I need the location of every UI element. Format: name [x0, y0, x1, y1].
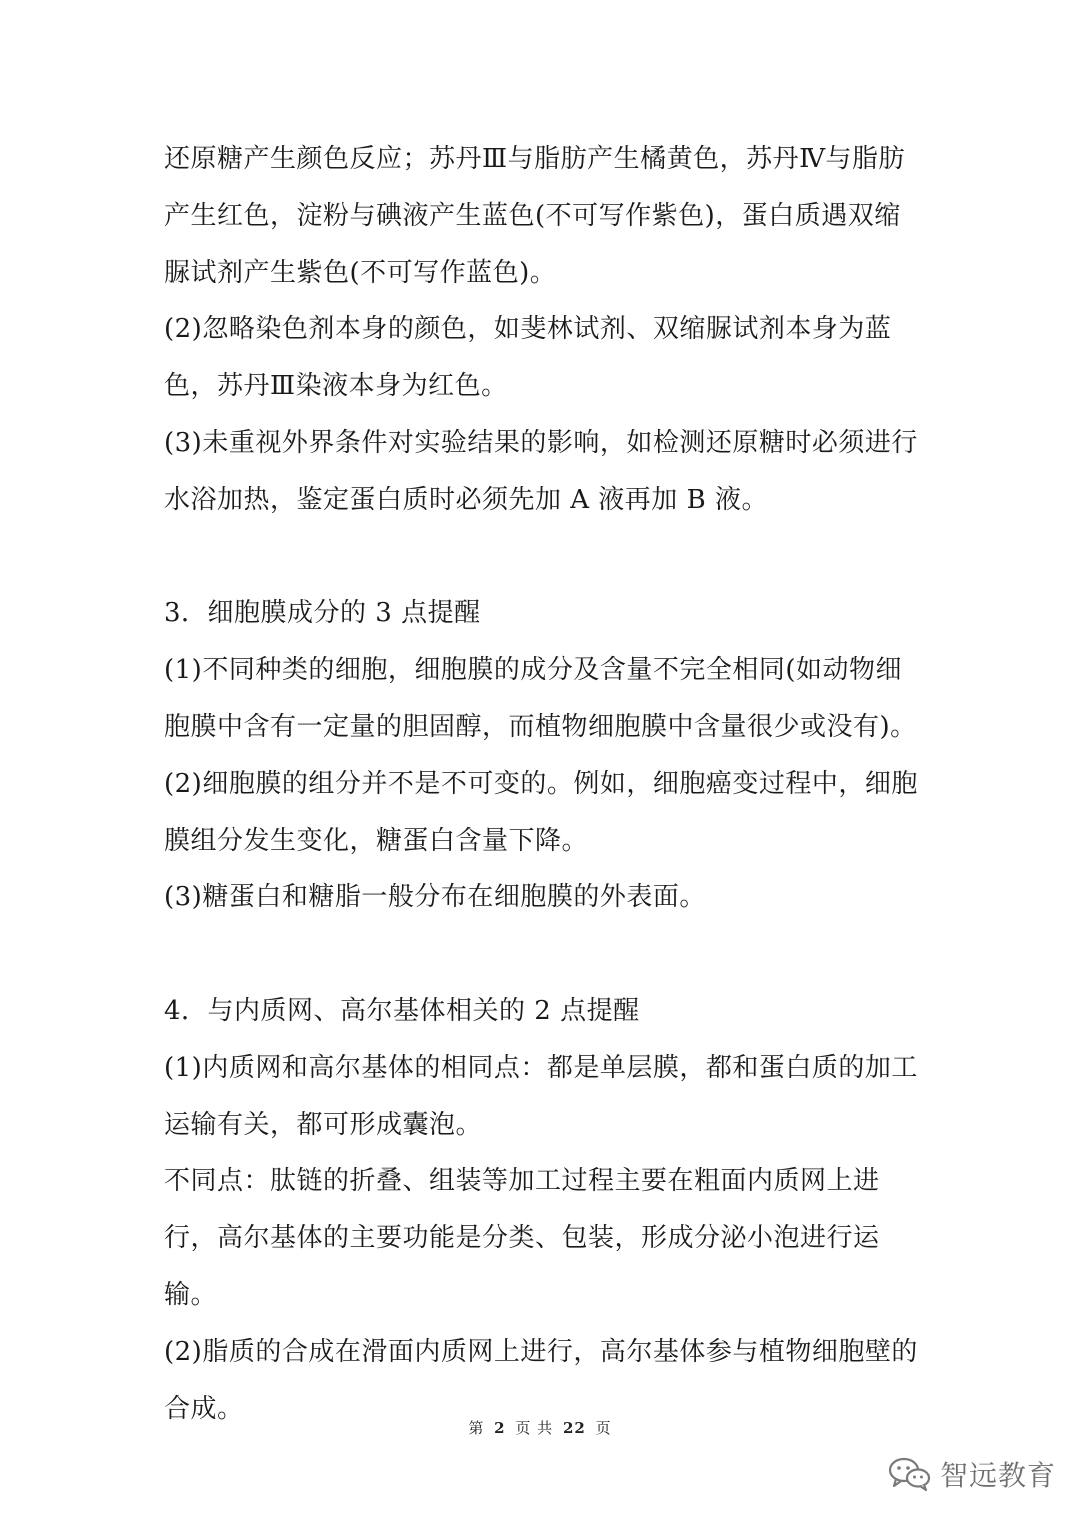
watermark [888, 1450, 1056, 1498]
blank-line [164, 529, 924, 586]
paragraph: 还原糖产生颜色反应；苏丹Ⅲ与脂肪产生橘黄色，苏丹Ⅳ与脂肪产生红色，淀粉与碘液产生蓝色(不可写作紫色)，蛋白质遇双缩脲试剂产生紫色(不可写作蓝色)。 [164, 144, 906, 288]
wechat-icon [888, 1456, 932, 1492]
footer-suffix: 页 [595, 1419, 612, 1437]
footer-prefix: 第 [468, 1419, 485, 1437]
watermark-text: 智远教育 [940, 1459, 1057, 1492]
blank-line [164, 926, 924, 983]
paragraph: (2)忽略染色剂本身的颜色，如斐林试剂、双缩脲试剂本身为蓝色，苏丹Ⅲ染液本身为红色。 [164, 314, 892, 402]
paragraph: (2)脂质的合成在滑面内质网上进行，高尔基体参与植物细胞壁的合成。 [164, 1336, 918, 1424]
current-page-number: 2 [494, 1419, 506, 1437]
section-heading: 3．细胞膜成分的 3 点提醒 [164, 598, 481, 629]
footer-middle: 页 共 [515, 1419, 554, 1437]
document-body [164, 131, 924, 1437]
paragraph: (3)糖蛋白和糖脂一般分布在细胞膜的外表面。 [164, 882, 706, 913]
page-footer [0, 1416, 1080, 1440]
paragraph: (3)未重视外界条件对实验结果的影响，如检测还原糖时必须进行水浴加热，鉴定蛋白质时必须先加 A 液再加 B 液。 [164, 427, 918, 515]
section-heading: 4．与内质网、高尔基体相关的 2 点提醒 [164, 995, 640, 1026]
paragraph: 不同点：肽链的折叠、组装等加工过程主要在粗面内质网上进行，高尔基体的主要功能是分类、包装，形成分泌小泡进行运输。 [164, 1166, 880, 1310]
total-pages-number: 22 [562, 1419, 586, 1437]
paragraph: (1)不同种类的细胞，细胞膜的成分及含量不完全相同(如动物细胞膜中含有一定量的胆固醇，而植物细胞膜中含量很少或没有)。 [164, 655, 917, 742]
paragraph: (1)内质网和高尔基体的相同点：都是单层膜，都和蛋白质的加工运输有关，都可形成囊泡。 [164, 1052, 918, 1140]
paragraph: (2)细胞膜的组分并不是不可变的。例如，细胞癌变过程中，细胞膜组分发生变化，糖蛋白含量下降。 [164, 768, 918, 856]
